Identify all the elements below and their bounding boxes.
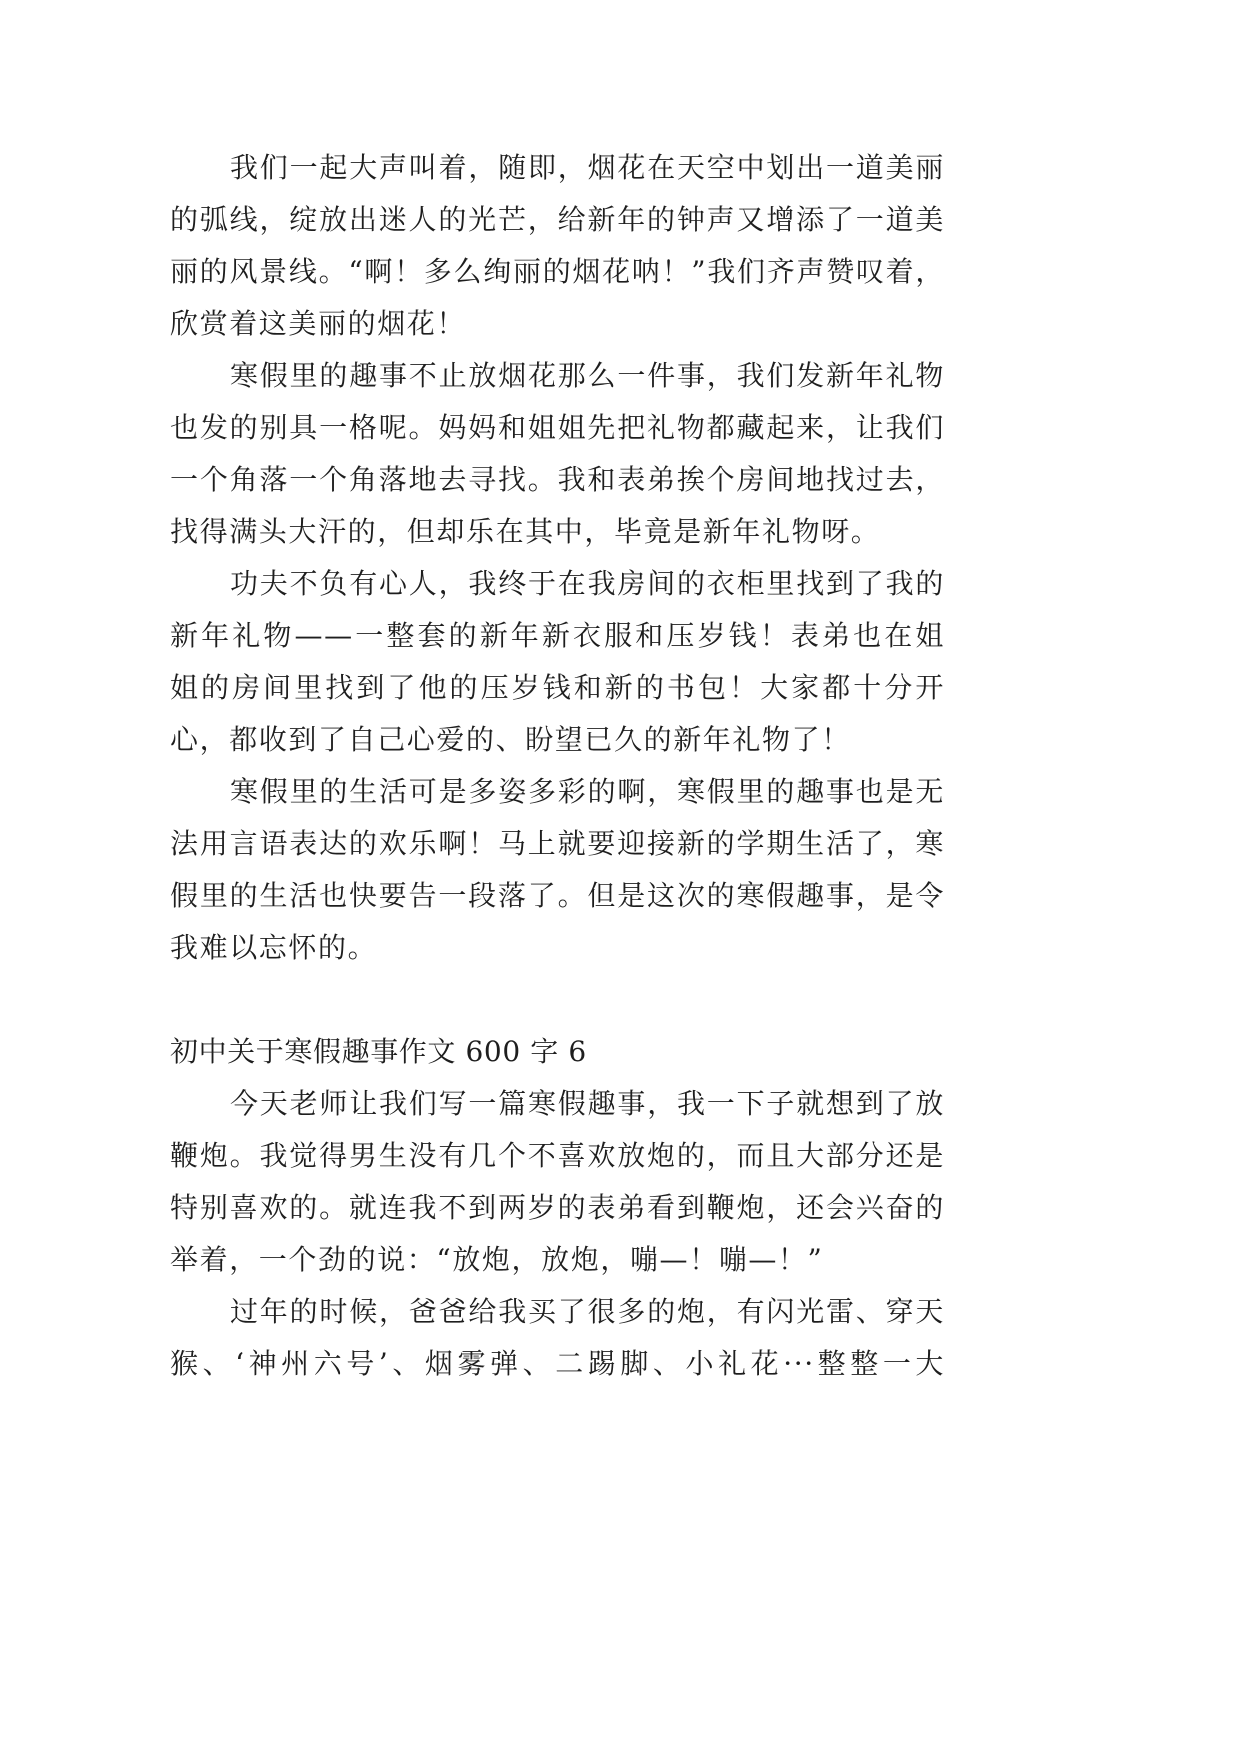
text-line: 功夫不负有心人，我终于在我房间的衣柜里找到了我的 bbox=[230, 567, 945, 600]
text-line: 心，都收到了自己心爱的、盼望已久的新年礼物了！ bbox=[170, 723, 851, 756]
blank-line bbox=[170, 974, 945, 1026]
text-line: 特别喜欢的。就连我不到两岁的表弟看到鞭炮，还会兴奋的 bbox=[170, 1191, 945, 1224]
paragraph bbox=[170, 350, 945, 558]
paragraph bbox=[170, 1286, 945, 1390]
paragraph bbox=[170, 142, 945, 350]
text-line: 寒假里的生活可是多姿多彩的啊，寒假里的趣事也是无 bbox=[230, 775, 945, 808]
text-line: 法用言语表达的欢乐啊！马上就要迎接新的学期生活了，寒 bbox=[170, 827, 945, 860]
text-line: 的弧线，绽放出迷人的光芒，给新年的钟声又增添了一道美 bbox=[170, 203, 945, 236]
text-line: 姐的房间里找到了他的压岁钱和新的书包！大家都十分开 bbox=[170, 671, 945, 704]
text-line: 过年的时候，爸爸给我买了很多的炮，有闪光雷、穿天 bbox=[230, 1295, 945, 1328]
text-line: 猴、‘神州六号’、烟雾弹、二踢脚、小礼花···整整一大 bbox=[170, 1347, 945, 1380]
text-line: 丽的风景线。“啊！多么绚丽的烟花呐！”我们齐声赞叹着， bbox=[170, 255, 945, 288]
paragraph bbox=[170, 558, 945, 766]
document-body bbox=[170, 142, 945, 1390]
text-line: 假里的生活也快要告一段落了。但是这次的寒假趣事，是令 bbox=[170, 879, 945, 912]
paragraph bbox=[170, 1078, 945, 1286]
essay-title: 初中关于寒假趣事作文 600 字 6 bbox=[170, 1035, 587, 1068]
text-line: 举着，一个劲的说：“放炮，放炮，嘣—！嘣—！” bbox=[170, 1243, 824, 1276]
text-line: 今天老师让我们写一篇寒假趣事，我一下子就想到了放 bbox=[230, 1087, 945, 1120]
text-line: 我们一起大声叫着，随即，烟花在天空中划出一道美丽 bbox=[230, 151, 945, 184]
text-line: 欣赏着这美丽的烟花！ bbox=[170, 307, 467, 340]
text-line: 鞭炮。我觉得男生没有几个不喜欢放炮的，而且大部分还是 bbox=[170, 1139, 945, 1172]
text-line: 新年礼物——一整套的新年新衣服和压岁钱！表弟也在姐 bbox=[170, 619, 945, 652]
text-line: 寒假里的趣事不止放烟花那么一件事，我们发新年礼物 bbox=[230, 359, 945, 392]
text-line: 我难以忘怀的。 bbox=[170, 931, 378, 964]
text-line: 一个角落一个角落地去寻找。我和表弟挨个房间地找过去， bbox=[170, 463, 945, 496]
text-line: 找得满头大汗的，但却乐在其中，毕竟是新年礼物呀。 bbox=[170, 515, 881, 548]
paragraph bbox=[170, 766, 945, 974]
text-line: 也发的别具一格呢。妈妈和姐姐先把礼物都藏起来，让我们 bbox=[170, 411, 945, 444]
